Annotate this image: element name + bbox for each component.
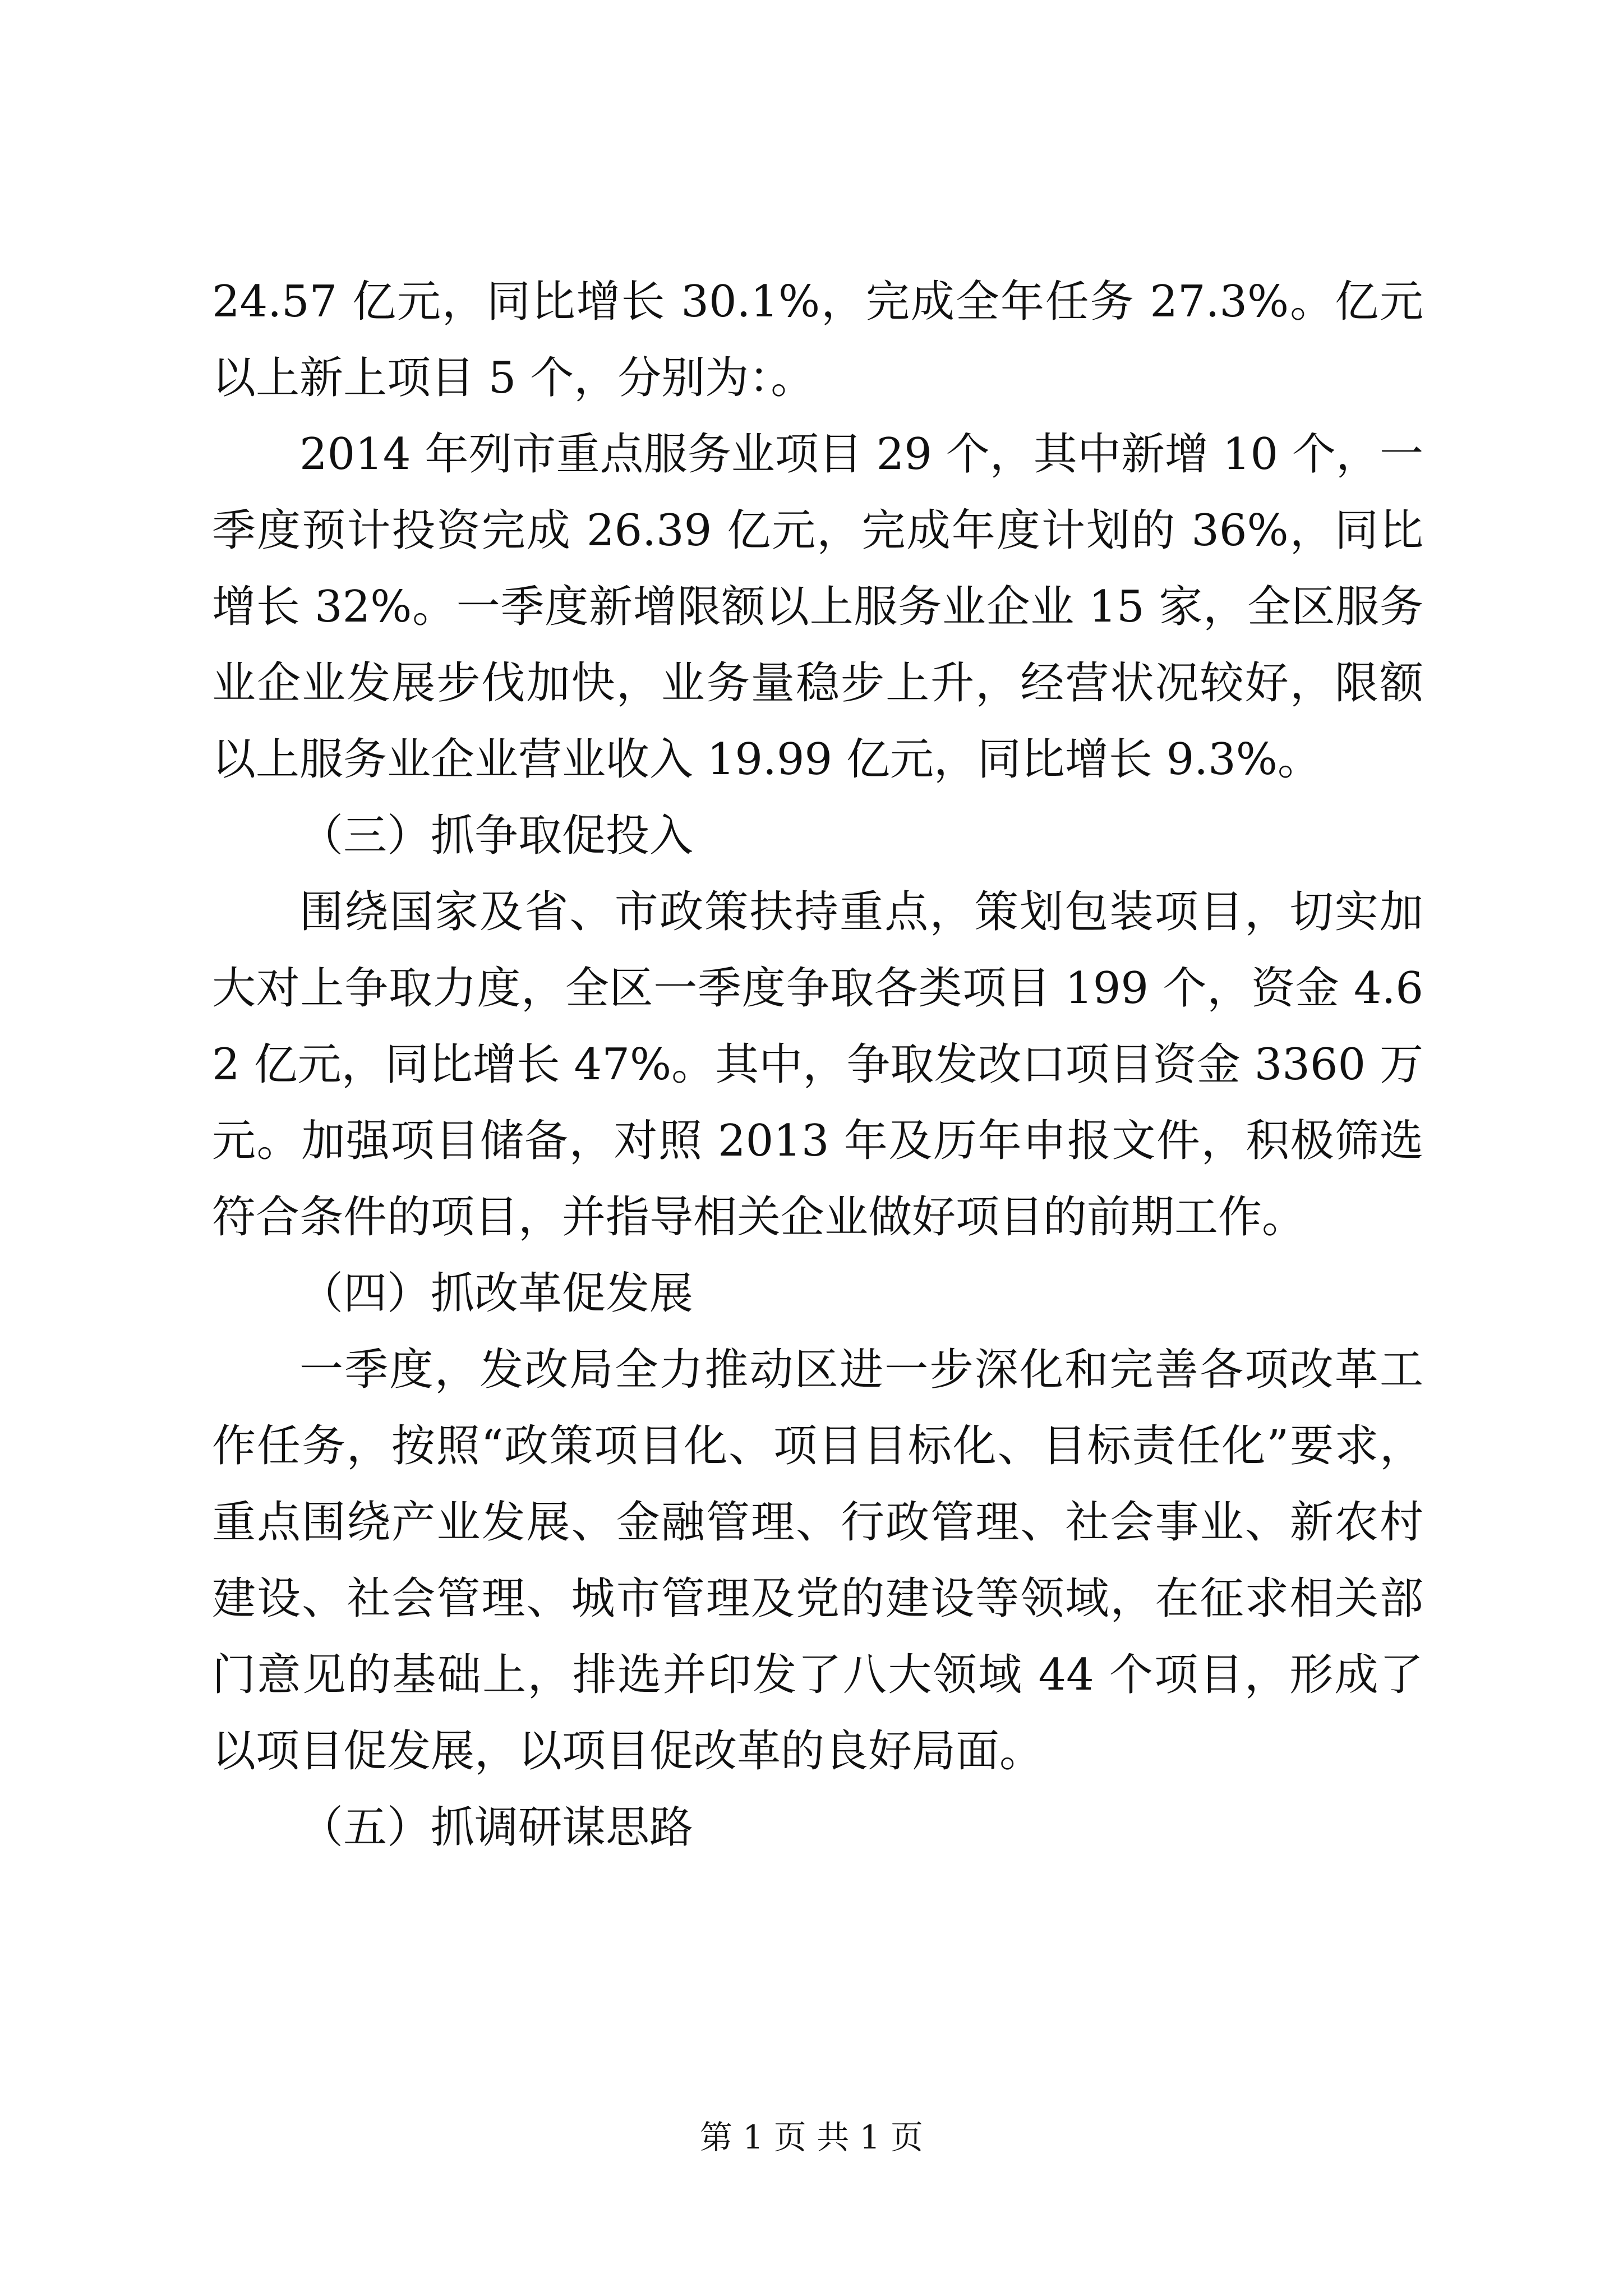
- paragraph-continued: 24.57 亿元，同比增长 30.1%，完成全年任务 27.3%。亿元以上新上项目 5 个，分别为：。: [212, 277, 1423, 403]
- section-heading-3: （三）抓争取促投入: [299, 811, 694, 861]
- page-footer: 第 1 页 共 1 页: [700, 2118, 923, 2156]
- paragraph-service-projects: 2014 年列市重点服务业项目 29 个，其中新增 10 个，一季度预计投资完成 26.39 亿元，完成年度计划的 36%，同比增长 32%。一季度新增限额以上服务业企业 15 家，全区服务业企业发展步伐加快，业务量稳步上升，经营状况较好，限额以上服务业企业营业收入 19.99 亿元，同比增长 9.3%。: [212, 429, 1423, 785]
- document-body: [212, 264, 1423, 1866]
- paragraph-reform: 一季度，发改局全力推动区进一步深化和完善各项改革工作任务，按照“政策项目化、项目目标化、目标责任化”要求，重点围绕产业发展、金融管理、行政管理、社会事业、新农村建设、社会管理、城市管理及党的建设等领域，在征求相关部门意见的基础上，排选并印发了八大领域 44 个项目，形成了以项目促发展，以项目促改革的良好局面。: [212, 1345, 1423, 1777]
- section-heading-5: （五）抓调研谋思路: [299, 1802, 694, 1853]
- paragraph-funding: 围绕国家及省、市政策扶持重点，策划包装项目，切实加大对上争取力度，全区一季度争取各类项目 199 个，资金 4.62 亿元，同比增长 47%。其中，争取发改口项目资金 3360 万元。加强项目储备，对照 2013 年及历年申报文件，积极筛选符合条件的项目，并指导相关企业做好项目的前期工作。: [212, 887, 1423, 1243]
- section-heading-4: （四）抓改革促发展: [299, 1268, 694, 1319]
